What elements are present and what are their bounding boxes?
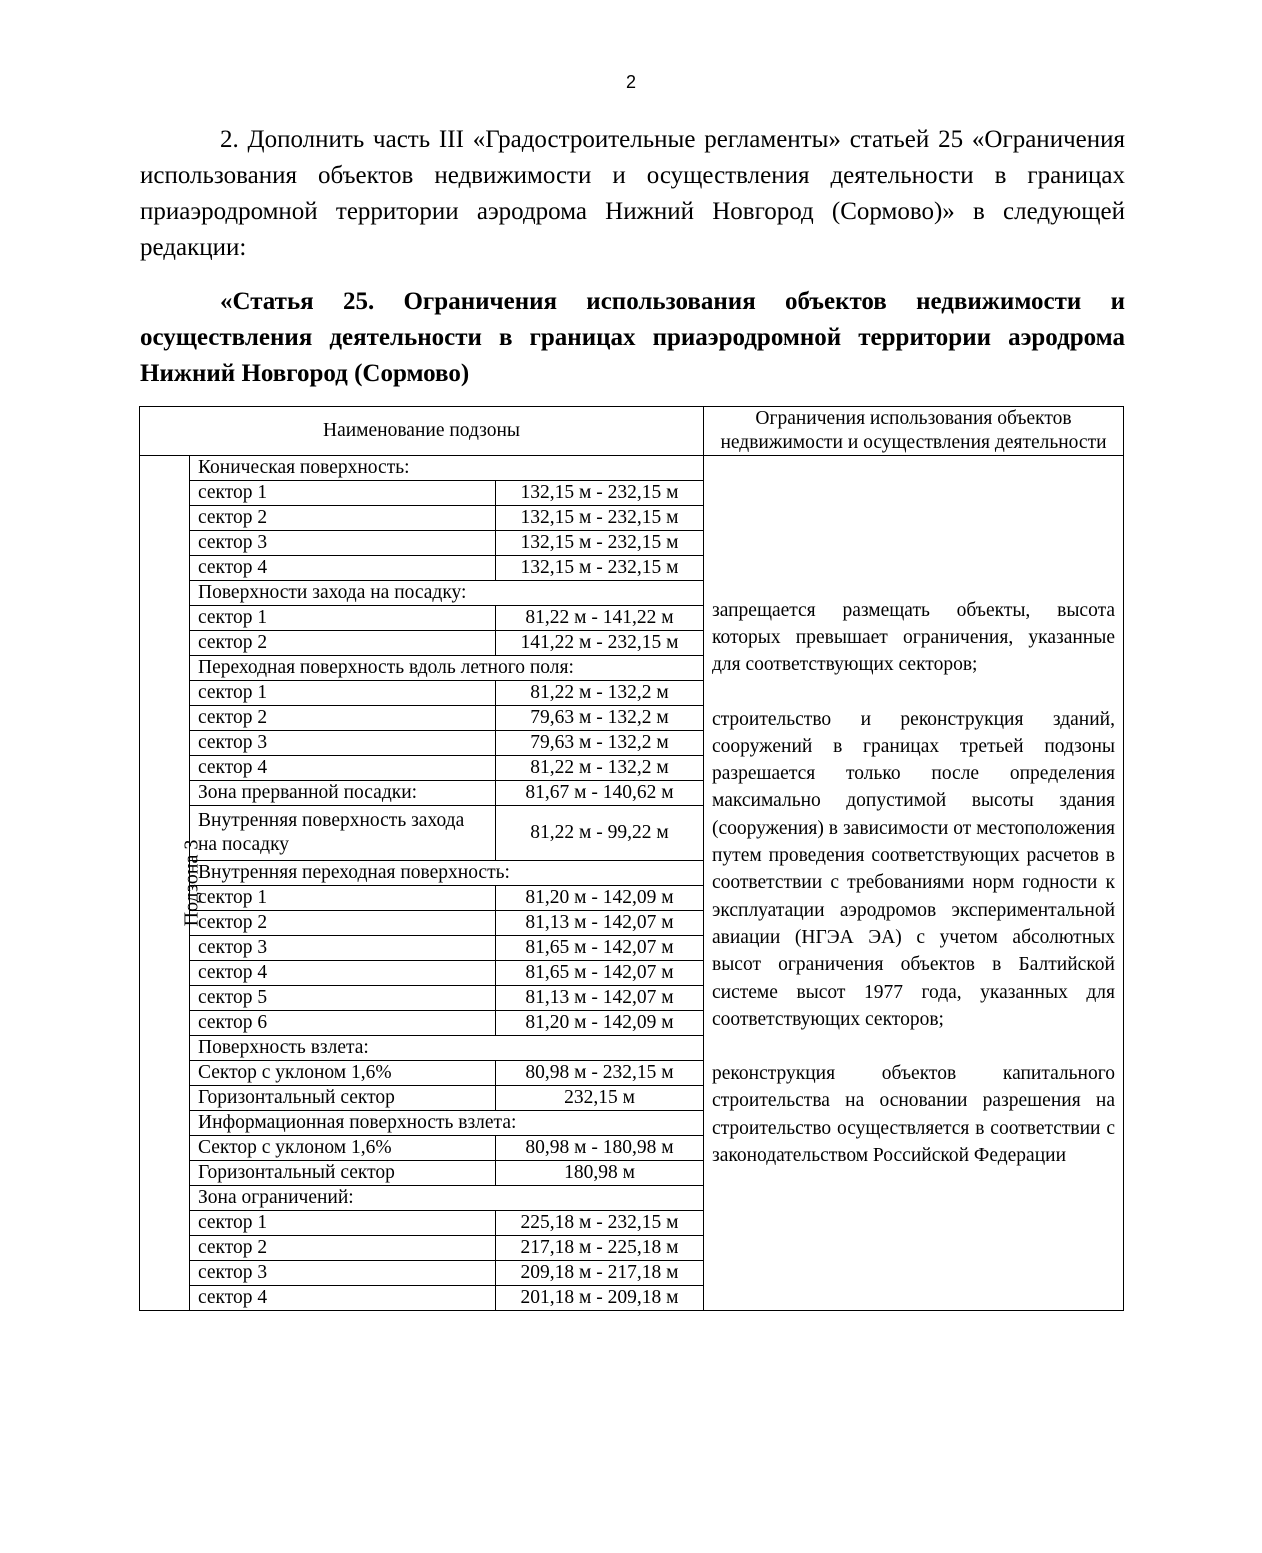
surface-name: Сектор с уклоном 1,6% [190,1061,496,1086]
height-range: 141,22 м - 232,15 м [496,631,704,656]
surface-name: сектор 6 [190,1011,496,1036]
height-range: 81,13 м - 142,07 м [496,911,704,936]
surface-name: сектор 2 [190,506,496,531]
surface-name: сектор 4 [190,556,496,581]
height-range: 132,15 м - 232,15 м [496,556,704,581]
height-range: 217,18 м - 225,18 м [496,1236,704,1261]
height-range: 81,67 м - 140,62 м [496,781,704,806]
surface-name: сектор 1 [190,481,496,506]
surface-name: Сектор с уклоном 1,6% [190,1136,496,1161]
height-range: 232,15 м [496,1086,704,1111]
height-range: 81,22 м - 141,22 м [496,606,704,631]
page-number: 2 [625,72,636,92]
height-range: 81,65 м - 142,07 м [496,936,704,961]
surface-name: сектор 3 [190,731,496,756]
surface-name: сектор 3 [190,531,496,556]
restrictions-table [139,406,1124,1311]
surface-group-title: Зона ограничений: [190,1186,704,1211]
surface-name: сектор 1 [190,886,496,911]
surface-group-title: Коническая поверхность: [190,456,704,481]
restriction-note: запрещается размещать объекты, высота которых превышает ограничения, указанные для соответствующих секторов; [712,599,1115,676]
surface-name: сектор 2 [190,1236,496,1261]
surface-name: сектор 4 [190,756,496,781]
surface-name: Внутренняя поверхность захода на посадку [190,806,496,861]
surface-name: сектор 4 [190,961,496,986]
height-range: 132,15 м - 232,15 м [496,531,704,556]
height-range: 81,22 м - 132,2 м [496,756,704,781]
surface-name: Горизонтальный сектор [190,1086,496,1111]
height-range: 132,15 м - 232,15 м [496,506,704,531]
surface-name: сектор 5 [190,986,496,1011]
height-range: 80,98 м - 180,98 м [496,1136,704,1161]
height-range: 81,20 м - 142,09 м [496,1011,704,1036]
surface-name: сектор 1 [190,681,496,706]
surface-group-title: Переходная поверхность вдоль летного поля: [190,656,704,681]
height-range: 201,18 м - 209,18 м [496,1286,704,1311]
surface-name: сектор 1 [190,1211,496,1236]
header-subzone-name: Наименование подзоны [140,407,704,456]
height-range: 81,22 м - 132,2 м [496,681,704,706]
height-range: 80,98 м - 232,15 м [496,1061,704,1086]
surface-group-title: Поверхность взлета: [190,1036,704,1061]
surface-group-title: Внутренняя переходная поверхность: [190,861,704,886]
surface-name: Зона прерванной посадки: [190,781,496,806]
height-range: 81,13 м - 142,07 м [496,986,704,1011]
subzone-cell [140,456,203,1311]
height-range: 79,63 м - 132,2 м [496,731,704,756]
restriction-note: реконструкция объектов капитального строительства на основании разрешения на строительство осуществляется в соответствии с законодательством Российской Федерации [712,1063,1115,1167]
intro-paragraph: 2. Дополнить часть III «Градостроительные регламенты» статьей 25 «Ограничения использования объектов недвижимости и осуществления деятельности в границах приаэродромной территории аэродрома Нижний Новгород (Сормово)» в следующей редакции: [140,126,1125,261]
surface-name: сектор 3 [190,936,496,961]
height-range: 81,22 м - 99,22 м [496,806,704,861]
table-row [140,456,1124,481]
height-range: 79,63 м - 132,2 м [496,706,704,731]
height-range: 81,20 м - 142,09 м [496,886,704,911]
surface-name: сектор 3 [190,1261,496,1286]
height-range: 180,98 м [496,1161,704,1186]
surface-name: сектор 4 [190,1286,496,1311]
article-heading: «Статья 25. Ограничения использования объектов недвижимости и осуществления деятельности в границах приаэродромной территории аэродрома Нижний Новгород (Сормово) [140,288,1125,387]
restriction-note: строительство и реконструкция зданий, сооружений в границах третьей подзоны разрешается только после определения максимально допустимой высоты здания (сооружения) в зависимости от местоположения путем проведения соответствующих расчетов в соответствии с требованиями норм годности к эксплуатации аэродромов экспериментальной авиации (НГЭА ЭА) с учетом абсолютных высот ограничения объектов в Балтийской системе высот 1977 года, указанных для соответствующих секторов; [712,708,1115,1030]
surface-group-title: Поверхности захода на посадку: [190,581,704,606]
height-range: 81,65 м - 142,07 м [496,961,704,986]
height-range: 225,18 м - 232,15 м [496,1211,704,1236]
subzone-label: Подзона 3 [180,839,203,926]
restrictions-cell [704,456,1124,1311]
surface-name: сектор 1 [190,606,496,631]
surface-name: сектор 2 [190,911,496,936]
table-header-row [140,407,1124,456]
surface-name: Горизонтальный сектор [190,1161,496,1186]
surface-name: сектор 2 [190,706,496,731]
height-range: 209,18 м - 217,18 м [496,1261,704,1286]
height-range: 132,15 м - 232,15 м [496,481,704,506]
surface-group-title: Информационная поверхность взлета: [190,1111,704,1136]
surface-name: сектор 2 [190,631,496,656]
header-restrictions: Ограничения использования объектов недвижимости и осуществления деятельности [704,407,1124,456]
